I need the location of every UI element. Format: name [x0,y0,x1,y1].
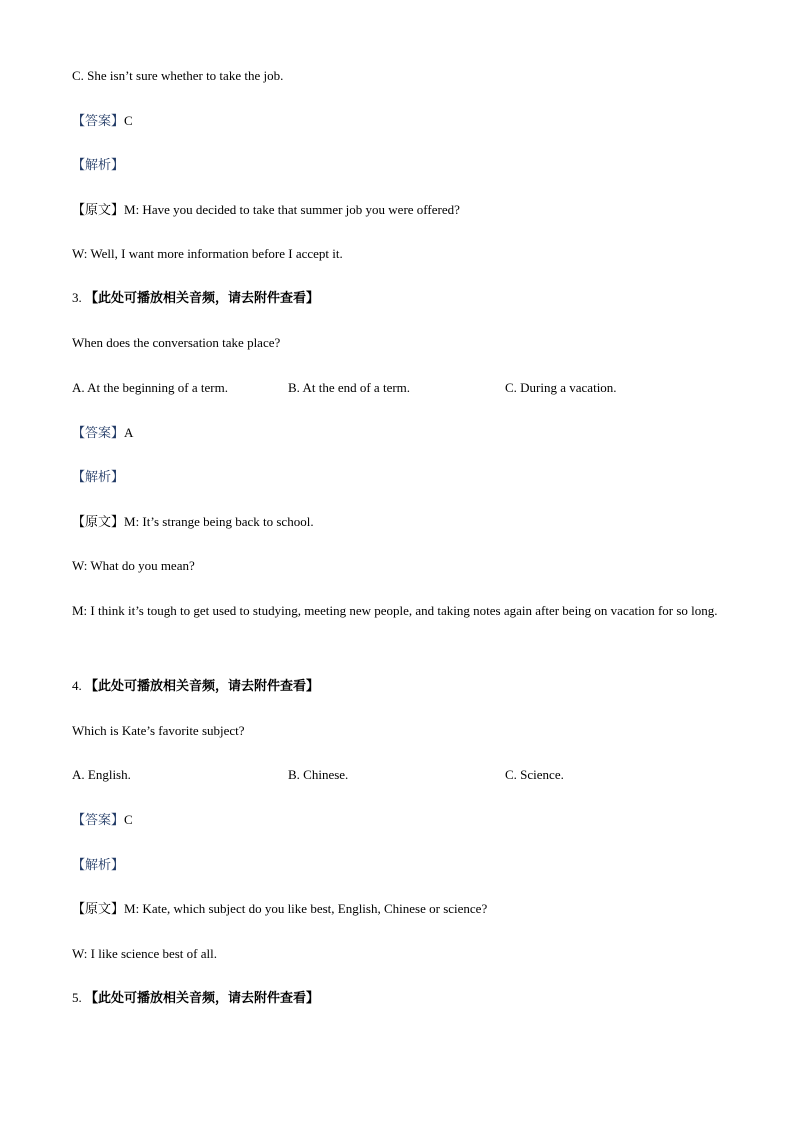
q4-heading [72,678,319,694]
q4-answer [72,812,133,828]
q2-transcript-1 [72,202,460,218]
q3-heading [72,290,319,306]
q4-transcript-2: W: I like science best of all. [72,946,217,961]
q4-option-b: B. Chinese. [288,767,349,782]
q4-option-c: C. Science. [505,767,564,782]
transcript-label: 【原文】 [72,514,125,529]
q3-analysis-label: 【解析】 [72,469,125,484]
question-number: 4. [72,678,85,693]
q3-question: When does the conversation take place? [72,335,281,350]
transcript-label: 【原文】 [72,202,125,217]
transcript-label: 【原文】 [72,901,125,916]
q3-answer [72,425,133,441]
q2-analysis-label: 【解析】 [72,157,125,172]
q3-transcript-2: W: What do you mean? [72,558,195,573]
q4-option-a: A. English. [72,767,131,782]
q4-transcript-1 [72,901,487,917]
transcript-text: M: Kate, which subject do you like best, English, Chinese or science? [124,901,488,916]
q3-option-c: C. During a vacation. [505,380,617,395]
q2-answer [72,113,133,129]
question-number: 3. [72,290,85,305]
q4-analysis-label: 【解析】 [72,857,125,872]
q4-question: Which is Kate’s favorite subject? [72,723,245,738]
q3-transcript-3: M: I think it’s tough to get used to studying, meeting new people, and taking notes again after being on vacation for so long. [72,603,718,618]
answer-value: C [124,812,133,827]
answer-label: 【答案】 [72,812,125,827]
question-number: 5. [72,990,85,1005]
audio-note: 【此处可播放相关音频，请去附件查看】 [85,290,320,305]
transcript-text: M: It’s strange being back to school. [124,514,314,529]
answer-label: 【答案】 [72,425,125,440]
q5-heading [72,990,319,1006]
audio-note: 【此处可播放相关音频，请去附件查看】 [85,678,320,693]
q3-option-b: B. At the end of a term. [288,380,411,395]
answer-value: C [124,113,133,128]
answer-label: 【答案】 [72,113,125,128]
audio-note: 【此处可播放相关音频，请去附件查看】 [85,990,320,1005]
q3-option-a: A. At the beginning of a term. [72,380,228,395]
transcript-text: M: Have you decided to take that summer job you were offered? [124,202,460,217]
q3-transcript-1 [72,514,314,530]
q2-transcript-2: W: Well, I want more information before I accept it. [72,246,343,261]
answer-value: A [124,425,134,440]
q2-option-c: C. She isn’t sure whether to take the job. [72,68,284,83]
